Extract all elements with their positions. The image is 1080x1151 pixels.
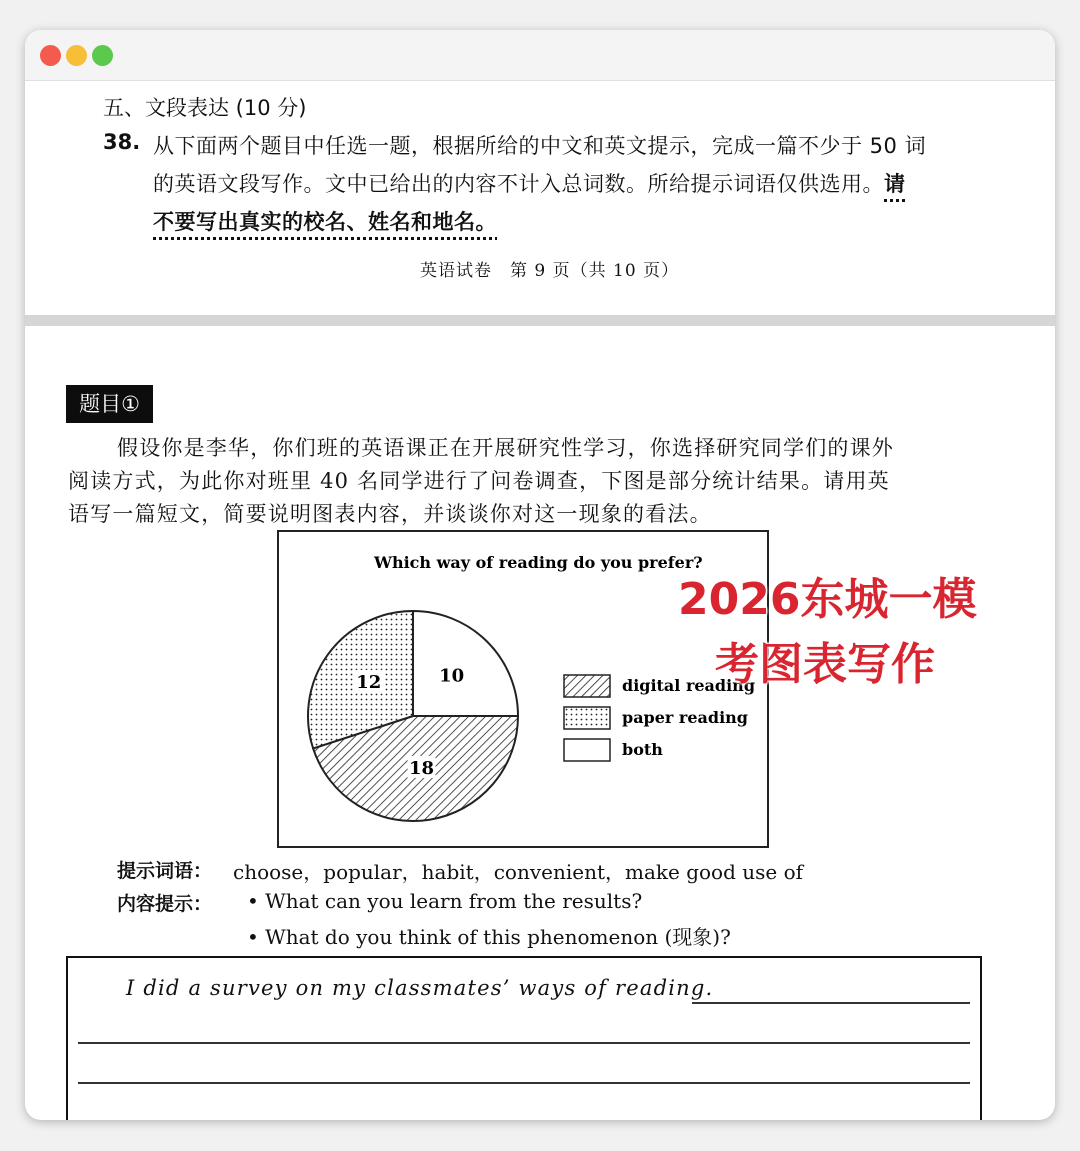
question-instructions-line3: 不要写出真实的校名、姓名和地名。 — [153, 210, 497, 234]
hint-words-label: 提示词语： — [117, 860, 213, 882]
answer-line[interactable] — [78, 1082, 970, 1084]
pie-value-label: 10 — [439, 665, 465, 687]
stamp-line1: 2026东城一模 — [678, 574, 977, 625]
stamp-line2: 考图表写作 — [715, 639, 935, 690]
question-number: 38. — [103, 130, 141, 154]
legend-label: both — [622, 740, 663, 759]
legend-swatch — [564, 707, 610, 729]
topic-paragraph-line1: 假设你是李华，你们班的英语课正在开展研究性学习，你选择研究同学们的课外 — [117, 436, 894, 460]
topic-paragraph-line2: 阅读方式，为此你对班里 40 名同学进行了问卷调查，下图是部分统计结果。请用英 — [68, 469, 890, 493]
answer-box[interactable] — [66, 956, 982, 1120]
answer-line[interactable] — [78, 1042, 970, 1044]
topic-tag: 题目① — [66, 385, 153, 423]
question-instructions-line2 — [153, 168, 906, 198]
window-titlebar — [25, 30, 1055, 81]
content-hint-bullet1: • What can you learn from the results? — [247, 889, 643, 913]
content-hint-bullet2: • What do you think of this phenomenon (现象)? — [247, 925, 731, 949]
instructions-text: 的英语文段写作。文中已给出的内容不计入总词数。所给提示词语仅供选用。 — [153, 172, 884, 196]
minimize-window-button[interactable] — [66, 45, 87, 66]
page-footer: 英语试卷 第 9 页（共 10 页） — [420, 261, 680, 281]
legend-label: digital reading — [622, 676, 755, 695]
document-window — [25, 30, 1055, 1120]
legend-swatch — [564, 675, 610, 697]
page-separator — [25, 315, 1055, 326]
emphasis-text: 请 — [884, 172, 906, 196]
pie-value-label: 18 — [409, 757, 435, 779]
maximize-window-button[interactable] — [92, 45, 113, 66]
chart-title: Which way of reading do you prefer? — [374, 553, 703, 572]
answer-line[interactable] — [692, 1002, 970, 1004]
pie-value-label: 12 — [356, 671, 382, 693]
pie-slice-both — [413, 611, 518, 716]
topic-paragraph-line3: 语写一篇短文，简要说明图表内容，并谈谈你对这一现象的看法。 — [68, 502, 712, 526]
hint-words: choose，popular，habit，convenient，make good use of — [233, 860, 804, 884]
legend-label: paper reading — [622, 708, 748, 727]
close-window-button[interactable] — [40, 45, 61, 66]
legend-swatch — [564, 739, 610, 761]
question-instructions-line1: 从下面两个题目中任选一题，根据所给的中文和英文提示，完成一篇不少于 50 词 — [153, 134, 927, 158]
answer-lead-sentence: I did a survey on my classmates’ ways of reading. — [126, 976, 714, 1000]
content-hint-label: 内容提示： — [117, 893, 213, 915]
section-heading: 五、文段表达 (10 分) — [103, 96, 307, 120]
